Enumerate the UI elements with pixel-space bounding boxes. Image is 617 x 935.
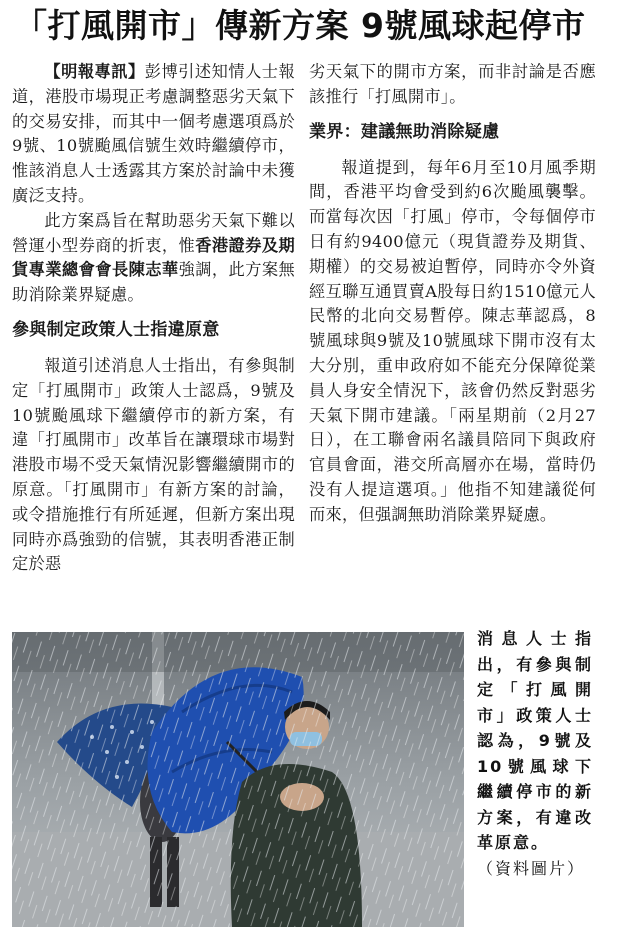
caption-text: 消息人士指出，有參與制定「打風開市」政策人士認為，9號及10號風球下繼續停市的新方案，有違改革原意。 (477, 629, 593, 852)
article-column-left (12, 60, 295, 577)
photo-credit: （資料圖片） (477, 858, 586, 878)
paragraph-2 (12, 209, 295, 308)
paragraph-text: 此方案爲旨在幫助惡劣天氣下難以營運小型券商的折衷，惟 (12, 210, 295, 255)
lead-tag: 【明報專訊】 (44, 62, 145, 81)
subheading-1: 參與制定政策人士指違原意 (12, 319, 220, 340)
person-name-bold: 香港證券及期貨專業總會會長陳志華 (12, 235, 295, 280)
subheading-2: 業界：建議無助消除疑慮 (309, 121, 500, 142)
paragraph-continued: 劣天氣下的開市方案，而非討論是否應該推行「打風開市」。 (309, 62, 596, 106)
paragraph-text: 強調，此方案無助消除業界疑慮。 (12, 260, 296, 305)
headline: 「打風開市」傳新方案 9號風球起停市 (14, 6, 586, 45)
paragraph-4: 報道提到，每年6月至10月風季期間，香港平均會受到約6次颱風襲擊。而當每次因「打風」停市，令每個停市日有約9400億元（現貨證券及期貨、期權）的交易被迫暫停，同時亦令外資經互聯互通買賣A股每日約1510億元人民幣的北向交易暫停。陳志華認爲，8號風球與9號及10號風球下開市沒有太大分別，重申政府如不能充分保障從業員人身安全情況下，該會仍然反對惡劣天氣下開市建議。「兩星期前（2月27日），在工聯會兩名議員陪同下與政府官員會面，港交所高層亦在場，當時仍没有人提這選項。」他指不知建議從何而來，但强調無助消除業界疑慮。 (309, 157, 596, 524)
rainstorm-photo-illustration (12, 632, 464, 927)
photo-caption (477, 626, 593, 881)
paragraph-text: 彭博引述知情人士報道，港股市場現正考慮調整惡劣天氣下的交易安排，而其中一個考慮選項爲於9號、10號颱風信號生效時繼續停市，惟該消息人士透露其方案於討論中未獲廣泛支持。 (12, 62, 295, 205)
news-photo (12, 632, 464, 927)
article-column-right (309, 60, 596, 528)
paragraph-lead (12, 60, 295, 209)
paragraph-3: 報道引述消息人士指出，有參與制定「打風開市」政策人士認爲，9號及10號颱風球下繼續停市的新方案，有違「打風開市」改革旨在讓環球市場對港股市場不受天氣情況影響繼續開市的原意。「打風開市」有新方案的討論，或令措施推行有所延遲，但新方案出現同時亦爲強勁的信號，其表明香港正制定於惡 (12, 355, 295, 574)
